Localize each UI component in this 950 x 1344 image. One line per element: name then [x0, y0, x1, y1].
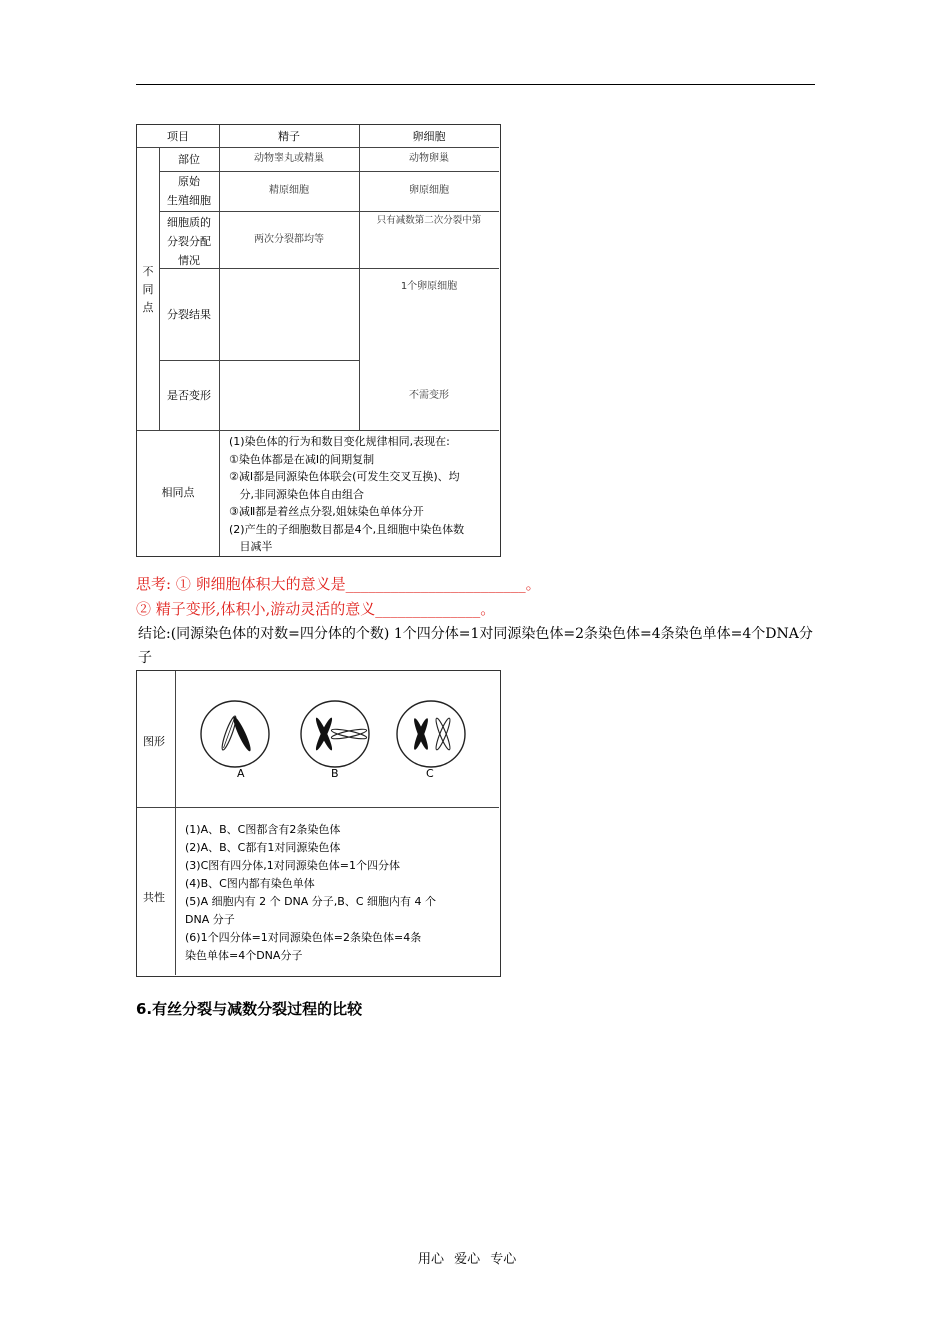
origin-sperm: 精原细胞 — [269, 185, 309, 196]
row-result-label: 分裂结果 — [167, 308, 211, 321]
header-egg: 卵细胞 — [412, 130, 446, 143]
section-heading: 6.有丝分裂与减数分裂过程的比较 — [136, 1000, 363, 1018]
gametogenesis-comparison-table — [136, 124, 501, 557]
cell-a-label: A — [237, 767, 245, 780]
figure-label: 图形 — [143, 735, 165, 748]
deform-egg: 不需变形 — [409, 390, 449, 401]
result-egg: 1个卵原细胞 — [400, 281, 458, 292]
common-item: DNA 分子 — [185, 913, 235, 926]
row-cytoplasm-label: 细胞质的 分裂分配 情况 — [167, 216, 211, 267]
row-deform-label: 是否变形 — [167, 389, 211, 402]
cell-b-figure — [301, 701, 369, 767]
header-rule — [136, 84, 815, 85]
common-item: (4)B、C图内都有染色单体 — [185, 877, 315, 890]
common-item: (2)A、B、C都有1对同源染色体 — [185, 841, 341, 854]
similar-line: 目减半 — [229, 540, 273, 553]
similar-content — [229, 433, 497, 556]
page-footer: 用心 爱心 专心 — [418, 1252, 517, 1267]
location-sperm: 动物睾丸或精巢 — [254, 153, 324, 164]
similar-line: 分,非同源染色体自由组合 — [229, 487, 364, 501]
think-line-2: ② 精子变形,体积小,游动灵活的意义______________。 — [136, 600, 496, 618]
cell-b-label: B — [331, 767, 339, 780]
conclusion-text: 结论:(同源染色体的对数=四分体的个数) 1个四分体=1对同源染色体=2条染色体=4条染色单体=4个DNA分子 — [138, 626, 813, 666]
similar-label: 相同点 — [161, 486, 195, 499]
think-line-1: 思考: ① 卵细胞体积大的意义是________________________。 — [136, 575, 541, 593]
similar-line: ①染色体都是在减Ⅰ的间期复制 — [229, 452, 375, 466]
cytoplasm-sperm: 两次分裂都均等 — [254, 234, 324, 245]
common-item: (5)A 细胞内有 2 个 DNA 分子,B、C 细胞内有 4 个 — [185, 895, 437, 908]
common-item: 染色单体=4个DNA分子 — [185, 949, 303, 962]
similar-line: ③减Ⅱ都是着丝点分裂,姐妹染色单体分开 — [229, 505, 424, 518]
cytoplasm-egg: 只有减数第二次分裂中第 — [376, 215, 482, 226]
similar-line: ②减Ⅰ都是同源染色体联会(可发生交叉互换)、均 — [229, 470, 460, 483]
similar-line: (2)产生的子细胞数目都是4个,且细胞中染色体数 — [229, 522, 465, 536]
cell-c-figure — [397, 701, 465, 767]
location-egg: 动物卵巢 — [409, 153, 449, 164]
header-item: 项目 — [167, 130, 189, 143]
chromosome-figure-table — [136, 670, 501, 977]
diff-label: 不 同 点 — [142, 265, 154, 314]
cell-c-label: C — [426, 767, 434, 780]
row-origin-label: 原始 生殖细胞 — [167, 175, 211, 207]
common-item: (1)A、B、C图都含有2条染色体 — [185, 823, 341, 836]
cell-a-figure — [201, 701, 269, 767]
common-item: (6)1个四分体=1对同源染色体=2条染色体=4条 — [185, 931, 422, 944]
common-label: 共性 — [143, 891, 165, 904]
row-location-label: 部位 — [178, 153, 200, 166]
similar-line: (1)染色体的行为和数目变化规律相同,表现在: — [229, 435, 450, 448]
common-item: (3)C图有四分体,1对同源染色体=1个四分体 — [185, 859, 400, 872]
header-sperm: 精子 — [278, 130, 300, 143]
origin-egg: 卵原细胞 — [409, 185, 449, 196]
